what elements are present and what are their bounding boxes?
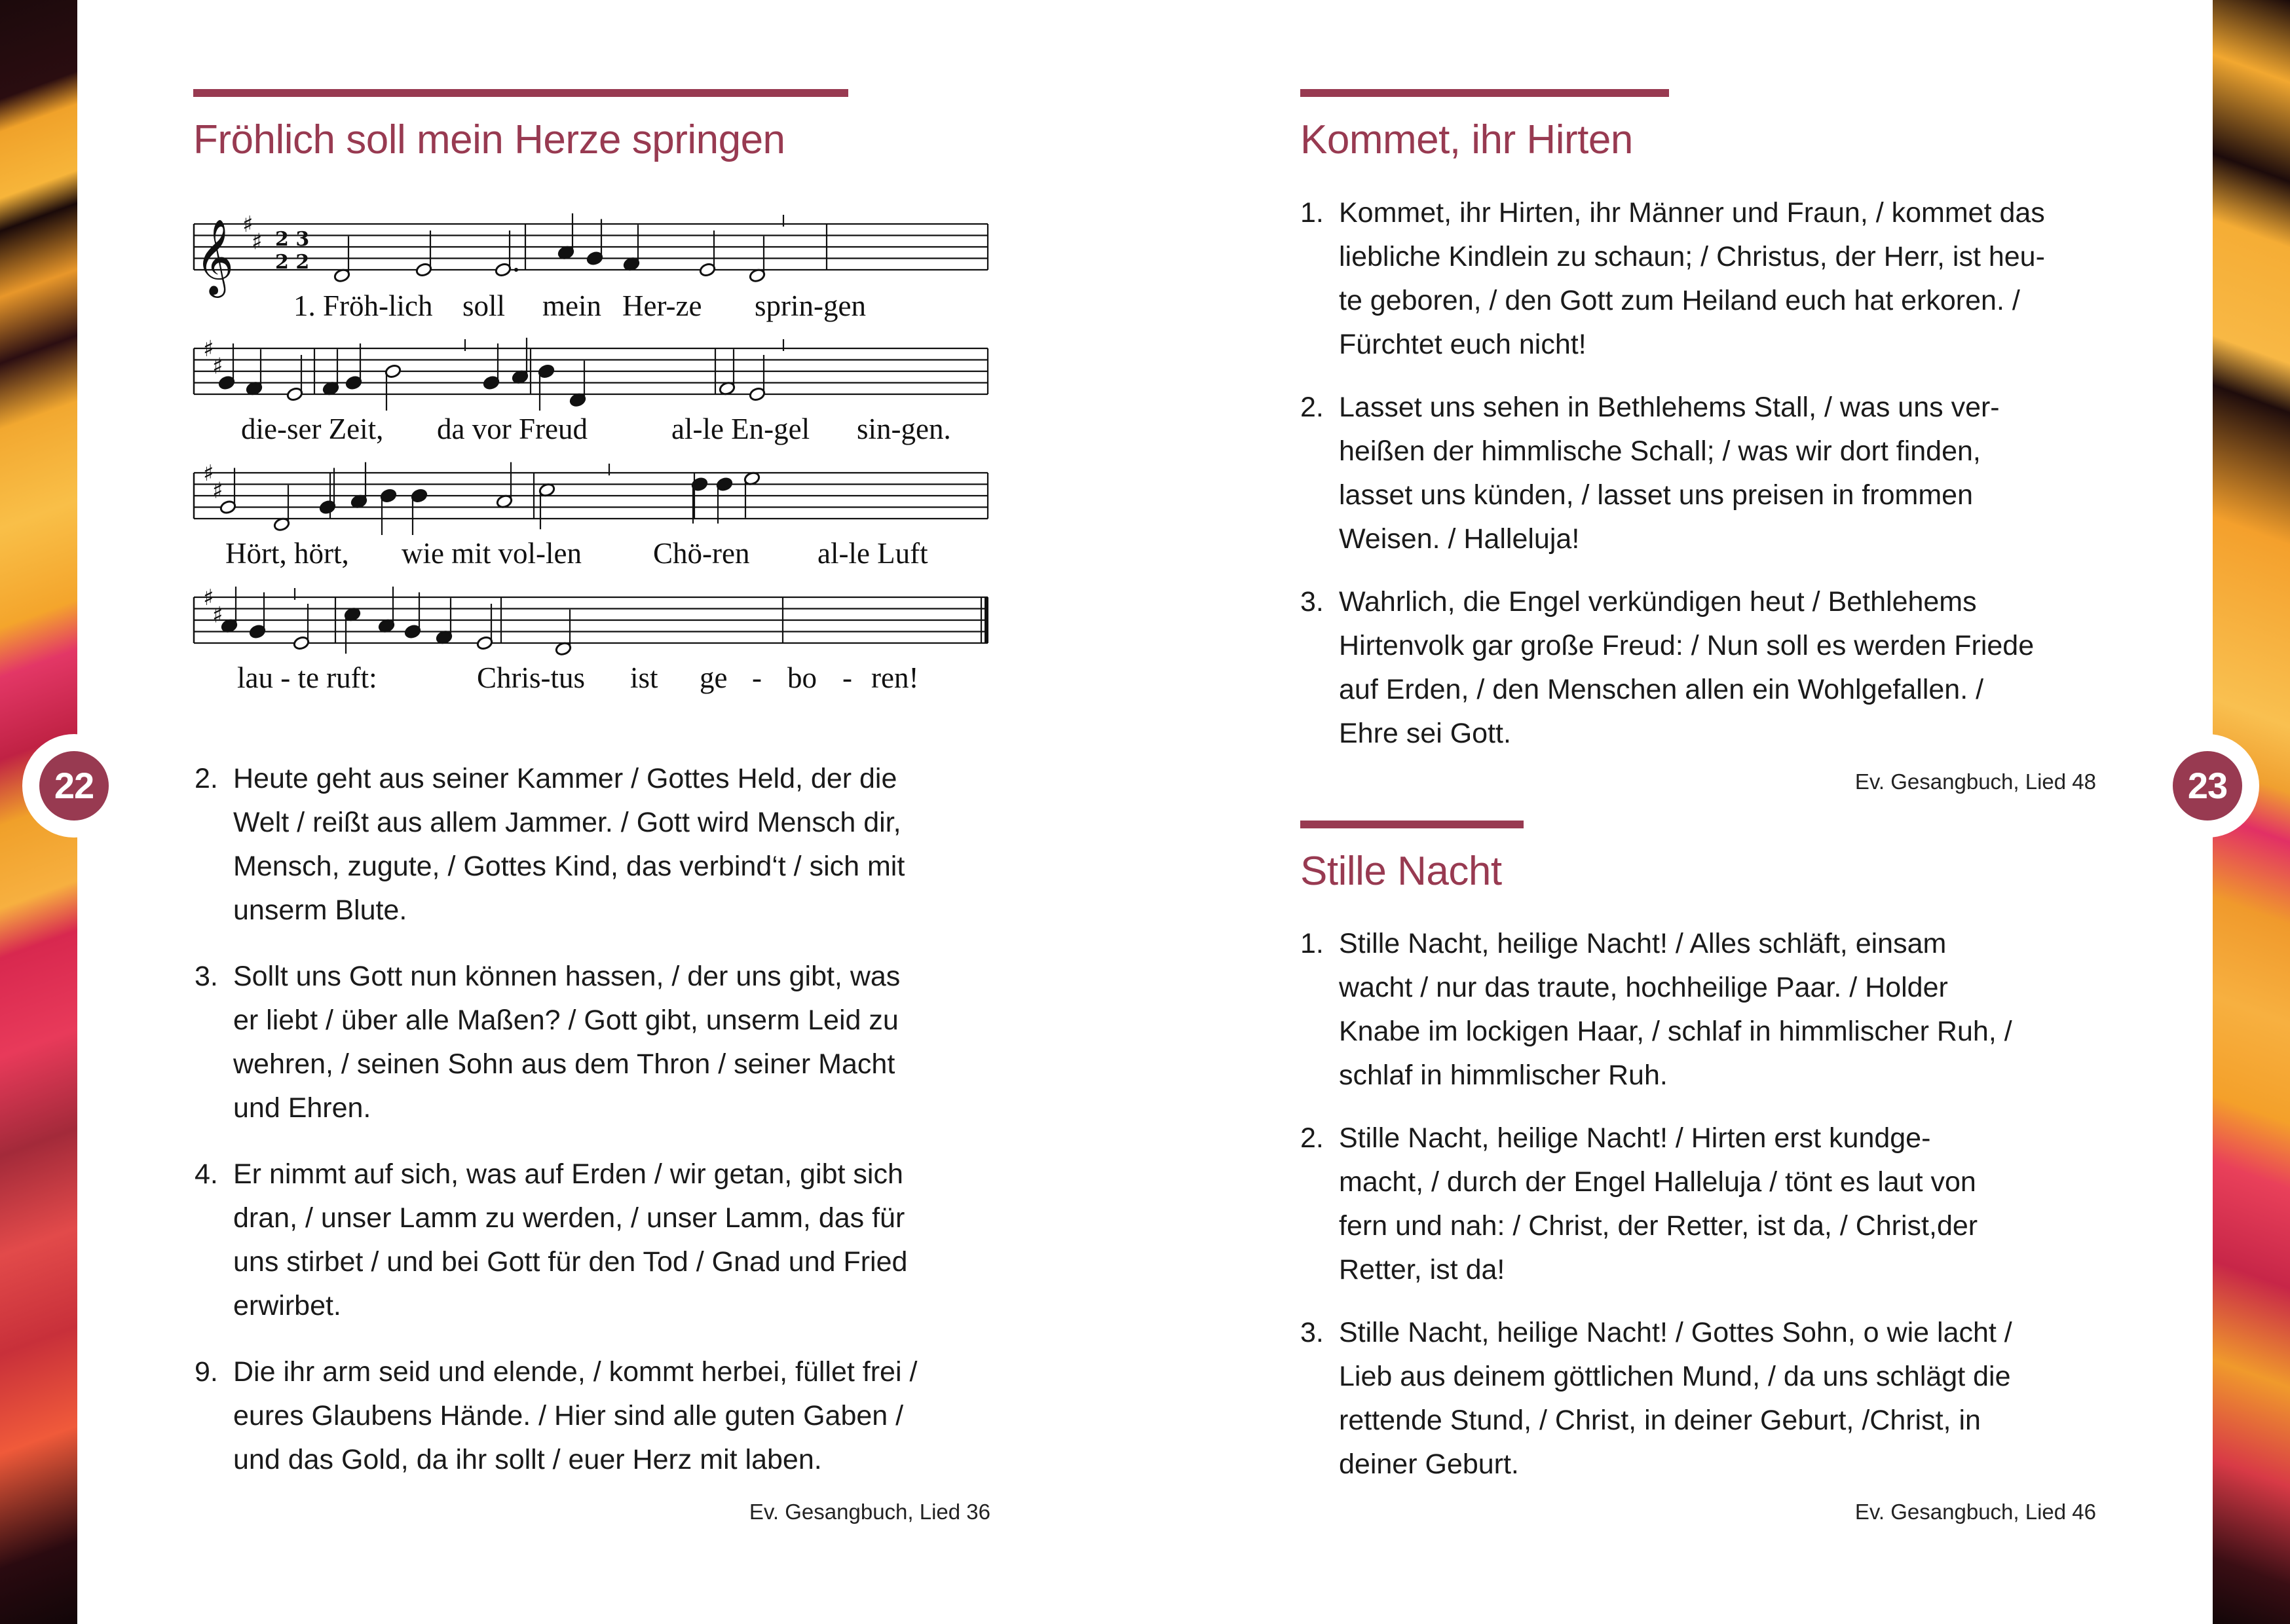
stanza [195,757,1000,932]
lyric-syllable: Her-ze [622,289,702,322]
stanza-number: 9. [195,1356,218,1388]
sharp-icon: ♯ [203,336,214,362]
stanza [1300,1116,2106,1292]
stanza-number: 3. [195,961,218,992]
stanza-line: Lieb aus deinem göttlichen Mund, / da uns schlägt die [1339,1361,2011,1392]
time-signature: 2 3 [275,228,310,251]
stanza [195,1350,1000,1482]
sheet-music [190,196,996,714]
stanza-line: schlaf in himmlischer Ruh. [1339,1060,1668,1091]
note-dot [514,268,518,272]
stanza-number: 1. [1300,197,1324,229]
stanza-line: Mensch, zugute, / Gottes Kind, das verbind‘t / sich mit [233,851,905,882]
lyric-syllable: - [842,661,852,694]
stanza [195,955,1000,1130]
stanza-line: unserm Blute. [233,895,407,926]
page-number: 22 [39,751,109,821]
sharp-icon: ♯ [203,585,214,611]
lyric-syllable: ge [700,661,728,694]
stanza-line: rettende Stund, / Christ, in deiner Geburt, /Christ, in [1339,1405,1981,1436]
treble-clef-icon: 𝄞 [195,218,235,295]
lyric-syllable: da vor Freud [437,413,588,445]
sharp-icon: ♯ [212,602,223,629]
stanza-number: 2. [1300,1122,1324,1154]
stanza-number: 2. [195,763,218,794]
page-number-badge-left [22,734,126,838]
stanza [1300,580,2106,756]
stanza-number: 3. [1300,1317,1324,1348]
lyric-syllable: - [752,661,762,694]
stanza [1300,1311,2106,1486]
lyric-syllable: Chö-ren [653,537,750,570]
title-accent-bar [193,89,848,97]
stanza-line: Wahrlich, die Engel verkündigen heut / Bethlehems [1339,586,1977,618]
sharp-icon: ♯ [203,460,214,487]
sharp-icon: ♯ [242,212,253,238]
stanza-line: macht, / durch der Engel Halleluja / tönt es laut von [1339,1166,1976,1198]
stanza-line: dran, / unser Lamm zu werden, / unser Lamm, das für [233,1202,905,1234]
stanza-line: Lasset uns sehen in Bethlehems Stall, / was uns ver- [1339,392,2000,423]
stanza-line: Weisen. / Halleluja! [1339,523,1580,555]
stanza-line: er liebt / über alle Maßen? / Gott gibt, unserm Leid zu [233,1005,899,1036]
song-title: Fröhlich soll mein Herze springen [193,117,785,162]
stanza-line: Knabe im lockigen Haar, / schlaf in himmlischer Ruh, / [1339,1016,2012,1047]
sharp-icon: ♯ [212,477,223,504]
music-score [190,196,996,714]
source-citation: Ev. Gesangbuch, Lied 36 [749,1500,990,1524]
source-citation: Ev. Gesangbuch, Lied 48 [1854,769,2096,794]
stanza-line: Stille Nacht, heilige Nacht! / Gottes Sohn, o wie lacht / [1339,1317,2012,1348]
stanza-line: wacht / nur das traute, hochheilige Paar. / Holder [1339,972,1948,1003]
stanza-line: Stille Nacht, heilige Nacht! / Alles schläft, einsam [1339,928,1947,959]
stanza-line: Hirtenvolk gar große Freud: / Nun soll es werden Friede [1339,630,2035,661]
lyric-syllable: ren! [871,661,919,694]
stanza-line: Heute geht aus seiner Kammer / Gottes Held, der die [233,763,897,794]
stanza-line: liebliche Kindlein zu schaun; / Christus, der Herr, ist heu- [1339,241,2045,272]
sharp-icon: ♯ [212,353,223,380]
stanza [1300,922,2106,1098]
lyric-syllable: Chris-tus [477,661,586,694]
stanza-line: Die ihr arm seid und elende, / kommt herbei, füllet frei / [233,1356,918,1388]
stanza-number: 1. [1300,928,1324,959]
lyric-syllable: ist [630,661,658,694]
stanza-line: eures Glaubens Hände. / Hier sind alle guten Gaben / [233,1400,904,1431]
stanza-line: heißen der himmlische Schall; / was wir dort finden, [1339,435,1981,467]
stanza-line: Fürchtet euch nicht! [1339,329,1586,360]
lyric-syllable: die-ser Zeit, [241,413,384,445]
song-title: Kommet, ihr Hirten [1300,117,1633,162]
page-number-badge-right [2156,734,2259,838]
stanza-number: 2. [1300,392,1324,423]
stanza-line: und Ehren. [233,1092,371,1124]
stanza-number: 4. [195,1158,218,1190]
title-accent-bar [1300,89,1669,97]
stanza-line: lasset uns künden, / lasset uns preisen in frommen [1339,479,1974,511]
lyric-syllable: 1. Fröh-lich [293,289,433,322]
lyric-syllable: sin-gen. [857,413,951,445]
lyric-syllable: al-le En-gel [671,413,810,445]
lyric-syllable: soll [462,289,506,322]
stanza [1300,191,2106,367]
page-number: 23 [2173,751,2242,821]
lyric-syllable: wie mit vol-len [402,537,582,570]
lyric-syllable: lau - te ruft: [237,661,377,694]
stanza-line: auf Erden, / den Menschen allen ein Wohlgefallen. / [1339,674,1984,705]
stanza-line: Sollt uns Gott nun können hassen, / der uns gibt, was [233,961,901,992]
title-accent-bar [1300,821,1524,828]
stanza [195,1153,1000,1328]
stanza-line: Welt / reißt aus allem Jammer. / Gott wird Mensch dir, [233,807,901,838]
time-signature: 2 2 [275,251,310,274]
stanza-line: Er nimmt auf sich, was auf Erden / wir getan, gibt sich [233,1158,903,1190]
lyric-syllable: mein [542,289,601,322]
stanza-line: Stille Nacht, heilige Nacht! / Hirten erst kundge- [1339,1122,1931,1154]
lyric-syllable: sprin-gen [755,289,866,322]
stanza-line: fern und nah: / Christ, der Retter, ist da, / Christ,der [1339,1210,1978,1242]
song-title: Stille Nacht [1300,849,1502,894]
lyric-syllable: Hört, hört, [225,537,349,570]
stanza-line: uns stirbet / und bei Gott für den Tod / Gnad und Fried [233,1246,908,1278]
final-bar-thick [985,597,988,643]
stanza-line: wehren, / seinen Sohn aus dem Thron / seiner Macht [233,1048,895,1080]
stanza [1300,386,2106,561]
stanza-line: Kommet, ihr Hirten, ihr Männer und Fraun, / kommet das [1339,197,2045,229]
stanza-number: 3. [1300,586,1324,618]
stanza-line: te geboren, / den Gott zum Heiland euch hat erkoren. / [1339,285,2020,316]
stanza-line: erwirbet. [233,1290,341,1321]
lyric-syllable: al-le Luft [817,537,928,570]
stanza-line: Ehre sei Gott. [1339,718,1511,749]
source-citation: Ev. Gesangbuch, Lied 46 [1854,1500,2096,1524]
stanza-line: Retter, ist da! [1339,1254,1505,1285]
lyric-syllable: bo [787,661,817,694]
sharp-icon: ♯ [252,229,263,255]
stanza-line: und das Gold, da ihr sollt / euer Herz mit laben. [233,1444,822,1475]
stanza-line: deiner Geburt. [1339,1449,1519,1480]
